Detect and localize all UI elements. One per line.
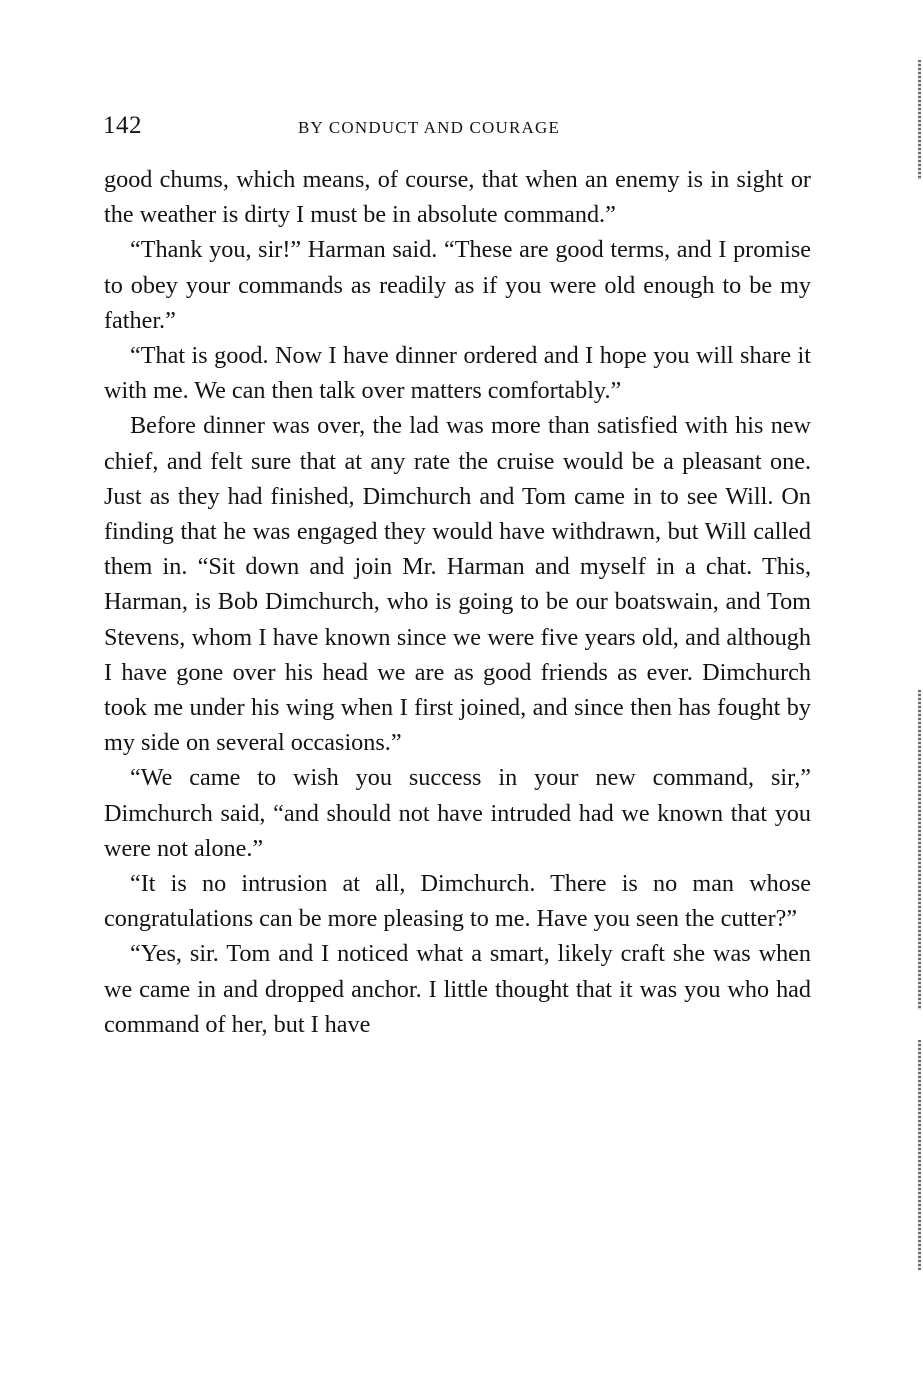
page-header xyxy=(103,110,813,146)
page-edge-shadow xyxy=(918,1040,921,1270)
paragraph: “It is no intrusion at all, Dimchurch. There is no man whose congratulations can be more pleasing to me. Have you seen the cutter?” xyxy=(104,870,811,933)
paragraph: “That is good. Now I have dinner ordered and I hope you will share it with me. We can then talk over matters comfortably.” xyxy=(104,342,811,405)
paragraph: “We came to wish you success in your new command, sir,” Dimchurch said, “and should not have intruded had we known that you were not alone.” xyxy=(104,764,811,862)
paragraph-continued: good chums, which means, of course, that when an enemy is in sight or the weather is dirty I must be in absolute command.” xyxy=(104,166,811,229)
paragraph: Before dinner was over, the lad was more than satisfied with his new chief, and felt sure that at any rate the cruise would be a pleasant one. Just as they had finished, Dimchurch and Tom came in to see Will. On finding that he was engaged they would have withdrawn, but Will called them in. “Sit down and join Mr. Harman and myself in a chat. This, Harman, is Bob Dimchurch, who is going to be our boatswain, and Tom Stevens, whom I have known since we were five years old, and although I have gone over his head we are as good friends as ever. Dimchurch took me under his wing when I first joined, and since then has fought by my side on several occasions.” xyxy=(104,412,811,757)
running-head: BY CONDUCT AND COURAGE xyxy=(298,118,561,137)
page-edge-shadow xyxy=(918,690,921,1010)
page-number: 142 xyxy=(103,112,142,139)
page-edge-shadow xyxy=(918,60,921,180)
paragraph: “Thank you, sir!” Harman said. “These are good terms, and I promise to obey your commands as readily as if you were old enough to be my father.” xyxy=(104,236,811,334)
paragraph: “Yes, sir. Tom and I noticed what a smart, likely craft she was when we came in and dropped anchor. I little thought that it was you who had command of her, but I have xyxy=(104,940,811,1038)
body-text xyxy=(104,162,811,1042)
